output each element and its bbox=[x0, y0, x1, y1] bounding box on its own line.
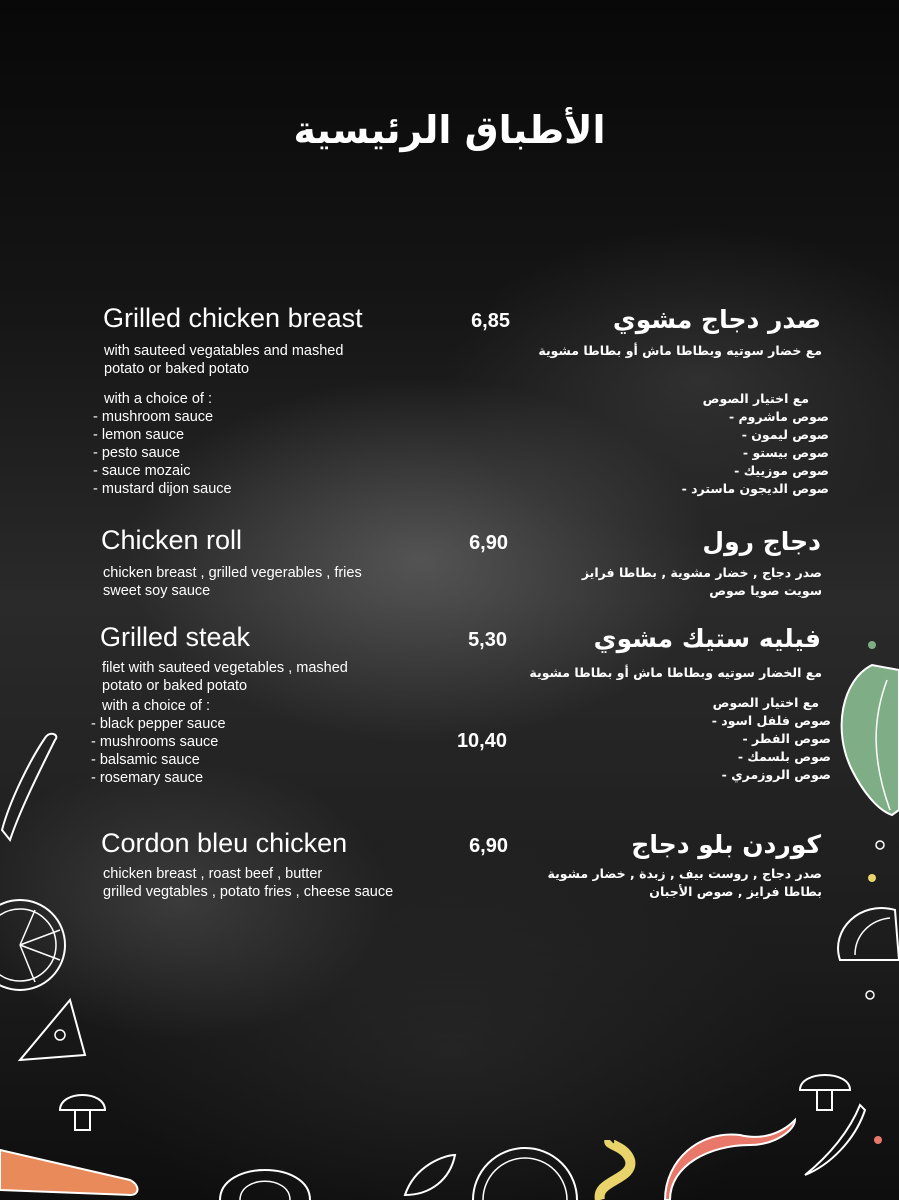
carrot-icon bbox=[0, 730, 70, 850]
list-item: - mushroom sauce bbox=[105, 408, 232, 426]
menu-title: الأطباق الرئيسية bbox=[293, 108, 606, 152]
dish-desc-ar: صدر دجاج , روست بيف , زبدة , خضار مشوية بطاطا فرايز , صوص الأجبان bbox=[547, 866, 822, 899]
dish-name-en: Grilled chicken breast bbox=[103, 303, 363, 333]
dish-name-ar: فيليه ستيك مشوي bbox=[593, 624, 821, 653]
list-item: صوص ماشروم - bbox=[682, 408, 829, 426]
dish-desc-ar: مع خضار سوتيه وبطاطا ماش أو بطاطا مشوية bbox=[538, 343, 822, 358]
list-item: صوص الروزمري - bbox=[712, 766, 831, 784]
sauce-list-ar bbox=[712, 712, 831, 784]
mushroom-icon bbox=[55, 1085, 110, 1135]
choice-label-ar: مع اختيار الصوص bbox=[712, 695, 819, 710]
choice-label-en: with a choice of : bbox=[102, 698, 210, 714]
choice-label-en: with a choice of : bbox=[104, 391, 212, 407]
dish-name-ar: كوردن بلو دجاج bbox=[631, 830, 821, 859]
list-item: - rosemary sauce bbox=[103, 769, 226, 787]
cabbage-icon bbox=[215, 1150, 315, 1200]
list-item: - black pepper sauce bbox=[103, 715, 226, 733]
leaf-sprig-icon bbox=[400, 1150, 460, 1200]
dish-desc-en: chicken breast , roast beef , butter grilled vegtables , potato fries , cheese sauce bbox=[103, 866, 394, 900]
dish-price: 5,30 bbox=[468, 629, 507, 651]
list-item: - sauce mozaic bbox=[105, 462, 232, 480]
sauce-list-en bbox=[99, 715, 226, 787]
list-item: - pesto sauce bbox=[105, 444, 232, 462]
dish-desc-en: filet with sauteed vegetables , mashed potato or baked potato bbox=[102, 660, 348, 694]
dish-desc-en: chicken breast , grilled vegerables , fries sweet soy sauce bbox=[103, 565, 362, 599]
list-item: صوص بيستو - bbox=[682, 444, 829, 462]
list-item: صوص فلفل اسود - bbox=[712, 712, 831, 730]
dish-name-ar: صدر دجاج مشوي bbox=[612, 305, 821, 334]
dish-name-ar: دجاج رول bbox=[702, 527, 821, 556]
dish-desc-ar: صدر دجاج , خضار مشوية , بطاطا فرايز سويت صويا صوص bbox=[581, 565, 822, 598]
dish-price: 6,90 bbox=[469, 835, 508, 857]
list-item: صوص بلسمك - bbox=[712, 748, 831, 766]
list-item: - mushrooms sauce bbox=[103, 733, 226, 751]
dish-price-large: 10,40 bbox=[456, 730, 507, 752]
dish-desc-ar: مع الخضار سوتيه وبطاطا ماش أو بطاطا مشوية bbox=[529, 665, 822, 680]
list-item: - lemon sauce bbox=[105, 426, 232, 444]
choice-label-ar: مع اختيار الصوص bbox=[702, 391, 809, 406]
dish-name-en: Cordon bleu chicken bbox=[101, 828, 348, 858]
sauce-list-ar bbox=[682, 408, 829, 498]
dish-price: 6,90 bbox=[469, 532, 508, 554]
dish-name-en: Chicken roll bbox=[101, 525, 243, 555]
lemon-icon bbox=[0, 890, 70, 1000]
shrimp-icon bbox=[660, 1115, 800, 1200]
orange-slice-icon bbox=[470, 1135, 580, 1200]
list-item: - mustard dijon sauce bbox=[105, 480, 232, 498]
dish-name-en: Grilled steak bbox=[100, 622, 251, 652]
dish-desc-en: with sauteed vegatables and mashed potato or baked potato bbox=[104, 343, 344, 377]
sauce-list-en bbox=[101, 408, 232, 498]
list-item: صوص الفطر - bbox=[712, 730, 831, 748]
carrot-bottom-icon bbox=[0, 1130, 160, 1200]
list-item: - balsamic sauce bbox=[103, 751, 226, 769]
list-item: صوص موزييك - bbox=[682, 462, 829, 480]
cheese-icon bbox=[15, 995, 90, 1065]
list-item: صوص ليمون - bbox=[682, 426, 829, 444]
pasta-icon bbox=[590, 1140, 640, 1200]
list-item: صوص الديجون ماسترد - bbox=[682, 480, 829, 498]
dish-price: 6,85 bbox=[471, 310, 510, 332]
decorative-dots-icon bbox=[860, 630, 890, 1190]
